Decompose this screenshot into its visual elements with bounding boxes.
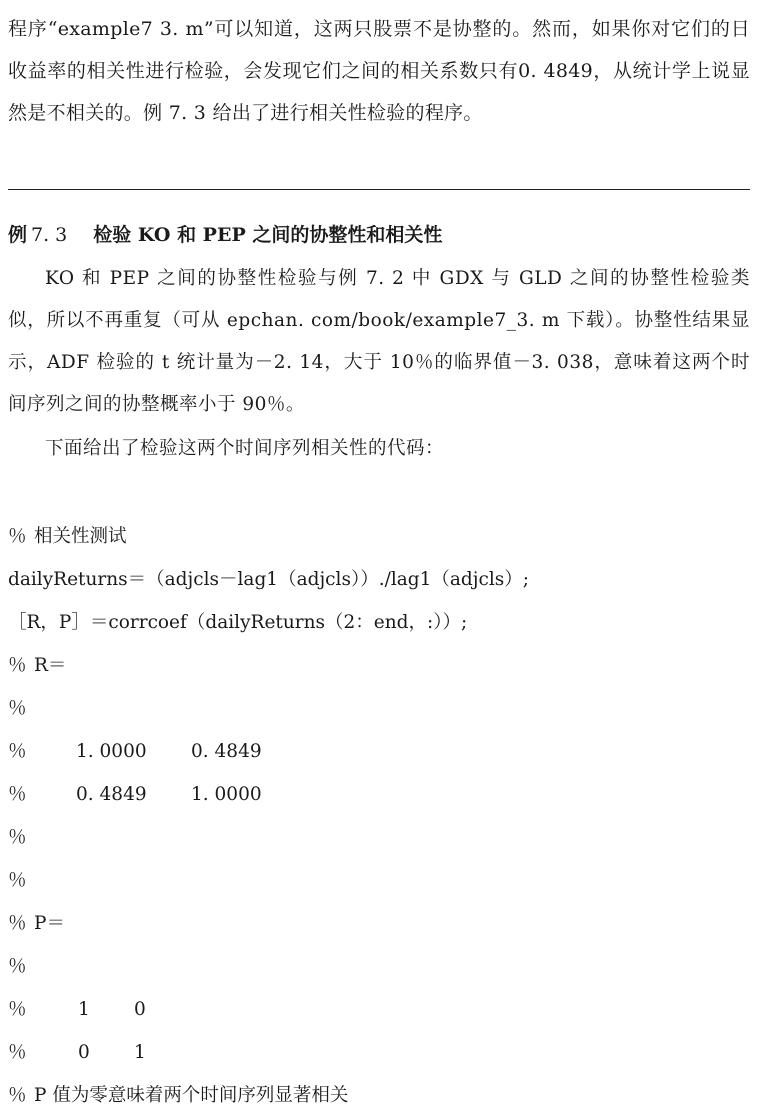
p-matrix-row xyxy=(8,988,750,1031)
section-divider xyxy=(8,189,750,190)
example-number: 7. 3 xyxy=(31,224,68,246)
comment-marker: ％ xyxy=(8,870,27,891)
p-matrix-row xyxy=(8,1031,750,1074)
comment-title: 相关性测试 xyxy=(34,526,127,547)
code-line-blank xyxy=(8,816,750,859)
final-comment: P 值为零意味着两个时间序列显著相关 xyxy=(34,1085,349,1106)
r-matrix-cell: 0. 4849 xyxy=(76,784,147,805)
comment-marker: ％ xyxy=(8,526,27,547)
code-intro-paragraph xyxy=(8,428,750,470)
comment-marker: ％ xyxy=(8,741,27,762)
comment-marker: ％ xyxy=(8,956,27,977)
cointegration-paragraph xyxy=(8,258,750,426)
p-matrix-cell: 0 xyxy=(78,1042,90,1063)
comment-marker: ％ xyxy=(8,1085,27,1106)
code-listing xyxy=(8,515,750,1117)
cointegration-paragraph-text: KO 和 PEP 之间的协整性检验与例 7. 2 中 GDX 与 GLD 之间的协整性检验类似，所以不再重复（可从 epchan. com/book/example7_3. m 下载）。协整性结果显示，ADF 检验的 t 统计量为－2. 14，大于 10％的临界值－3. 038，意味着这两个时间序列之间的协整概率小于 90％。 xyxy=(8,268,750,415)
comment-marker: ％ xyxy=(8,655,27,676)
code-line-final-comment xyxy=(8,1074,750,1117)
comment-marker: ％ xyxy=(8,913,27,934)
code-line-blank xyxy=(8,859,750,902)
code-line-blank xyxy=(8,945,750,988)
comment-marker: ％ xyxy=(8,698,27,719)
p-matrix-cell: 1 xyxy=(78,999,90,1020)
comment-marker: ％ xyxy=(8,1042,27,1063)
p-matrix-cell: 0 xyxy=(134,999,146,1020)
comment-marker: ％ xyxy=(8,999,27,1020)
code-line-blank xyxy=(8,687,750,730)
p-matrix-cell: 1 xyxy=(134,1042,146,1063)
top-paragraph-text: 程序“example7 3. m”可以知道，这两只股票不是协整的。然而，如果你对它们的日收益率的相关性进行检验，会发现它们之间的相关系数只有0. 4849，从统计学上说显然是不相关的。例 7. 3 给出了进行相关性检验的程序。 xyxy=(8,18,750,124)
r-matrix-row xyxy=(8,773,750,816)
example-heading xyxy=(8,220,442,250)
example-label: 例 xyxy=(8,224,28,246)
top-paragraph xyxy=(8,8,750,134)
example-title: 检验 KO 和 PEP 之间的协整性和相关性 xyxy=(93,224,443,246)
p-label: P＝ xyxy=(34,913,65,934)
code-intro-text: 下面给出了检验这两个时间序列相关性的代码： xyxy=(45,438,445,459)
returns-statement: dailyReturns＝（adjcls－lag1（adjcls））./lag1（adjcls）; xyxy=(8,569,529,590)
comment-marker: ％ xyxy=(8,784,27,805)
r-matrix-cell: 1. 0000 xyxy=(76,741,147,762)
r-matrix-cell: 1. 0000 xyxy=(191,784,262,805)
code-line-corrcoef xyxy=(8,601,750,644)
r-matrix-row xyxy=(8,730,750,773)
code-line-comment-title xyxy=(8,515,750,558)
r-matrix-cell: 0. 4849 xyxy=(191,741,262,762)
code-line-returns xyxy=(8,558,750,601)
code-line-p-label xyxy=(8,902,750,945)
corrcoef-statement: ［R，P］＝corrcoef（dailyReturns（2：end，:））; xyxy=(8,612,468,633)
code-line-r-label xyxy=(8,644,750,687)
r-label: R＝ xyxy=(34,655,67,676)
comment-marker: ％ xyxy=(8,827,27,848)
